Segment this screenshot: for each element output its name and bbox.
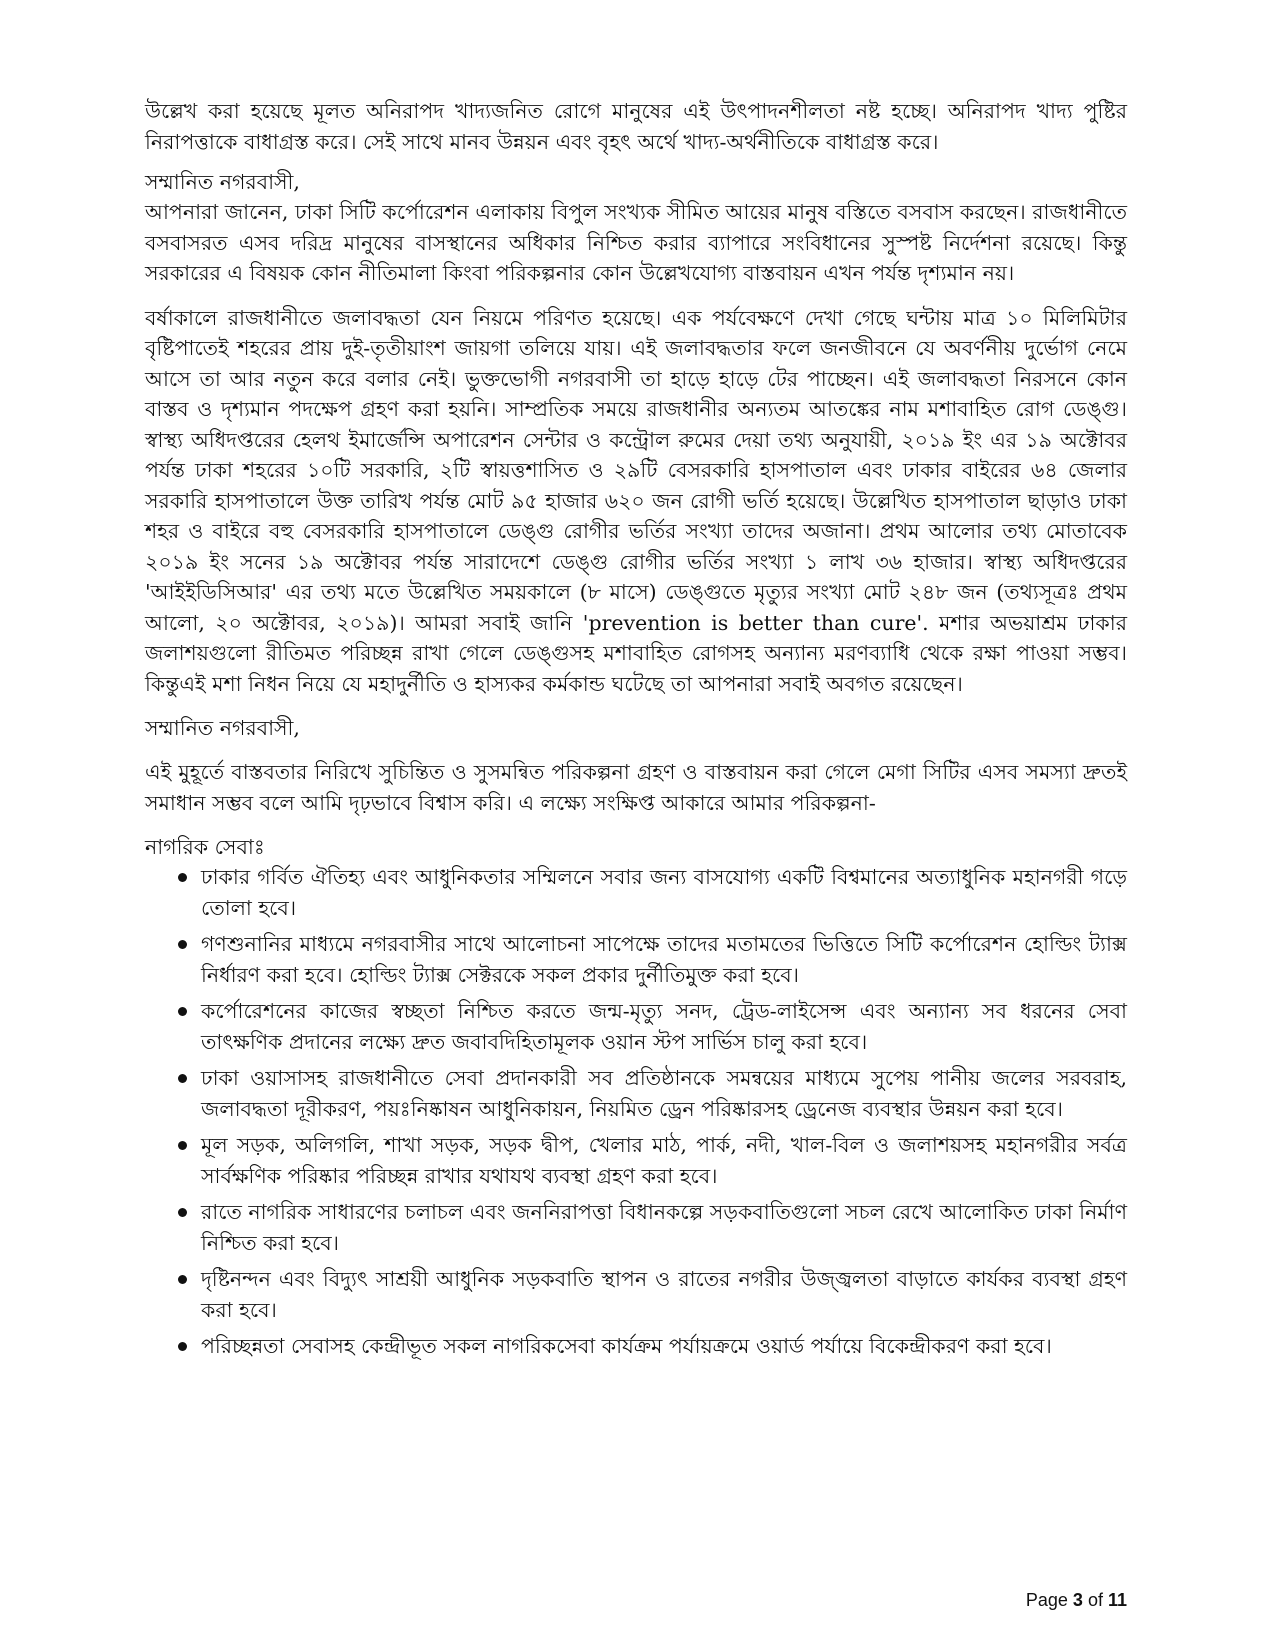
- waterlogging-paragraph: বর্ষাকালে রাজধানীতে জলাবদ্ধতা যেন নিয়মে পরিণত হয়েছে। এক পর্যবেক্ষণে দেখা গেছে ঘন্টায় মাত্র ১০ মিলিমিটার বৃষ্টিপাতেই শহরের প্রায় দুই-তৃতীয়াংশ জায়গা তলিয়ে যায়। এই জলাবদ্ধতার ফলে জনজীবনে যে অবর্ণনীয় দুর্ভোগ নেমে আসে তা আর নতুন করে বলার নেই। ভুক্তভোগী নগরবাসী তা হাড়ে হাড়ে টের পাচ্ছেন। এই জলাবদ্ধতা নিরসনে কোন বাস্তব ও দৃশ্যমান পদক্ষেপ গ্রহণ করা হয়নি। সাম্প্রতিক সময়ে রাজধানীর অন্যতম আতঙ্কের নাম মশাবাহিত রোগ ডেঙ্গু। স্বাস্থ্য অধিদপ্তরের হেলথ ইমার্জেন্সি অপারেশন সেন্টার ও কন্ট্রোল রুমের দেয়া তথ্য অনুযায়ী, ২০১৯ ইং এর ১৯ অক্টোবর পর্যন্ত ঢাকা শহরের ১০টি সরকারি, ২টি স্বায়ত্তশাসিত ও ২৯টি বেসরকারি হাসপাতাল এবং ঢাকার বাইরের ৬৪ জেলার সরকারি হাসপাতালে উক্ত তারিখ পর্যন্ত মোট ৯৫ হাজার ৬২০ জন রোগী ভর্তি হয়েছে। উল্লেখিত হাসপাতাল ছাড়াও ঢাকা শহর ও বাইরে বহু বেসরকারি হাসপাতালে ডেঙ্গু রোগীর ভর্তির সংখ্যা তাদের অজানা। প্রথম আলোর তথ্য মোতাবেক ২০১৯ ইং সনের ১৯ অক্টোবর পর্যন্ত সারাদেশে ডেঙ্গু রোগীর ভর্তির সংখ্যা ১ লাখ ৩৬ হাজার। স্বাস্থ্য অধিদপ্তরের 'আইইডিসিআর' এর তথ্য মতে উল্লেখিত সময়কালে (৮ মাসে) ডেঙ্গুতে মৃত্যুর সংখ্যা মোট ২৪৮ জন (তথ্যসূত্রঃ প্রথম আলো, ২০ অক্টোবর, ২০১৯)। আমরা সবাই জানি 'prevention is better than cure'. মশার অভয়াশ্রম ঢাকার জলাশয়গুলো রীতিমত পরিচ্ছন্ন রাখা গেলে ডেঙ্গুসহ মশাবাহিত রোগসহ অন্যান্য মরণব্যাধি থেকে রক্ষা পাওয়া সম্ভব। কিন্তুএই মশা নিধন নিয়ে যে মহাদুর্নীতি ও হাস্যকর কর্মকান্ড ঘটেছে তা আপনারা সবাই অবগত রয়েছেন।: [145, 305, 1127, 696]
- current-page-number: 3: [1072, 1590, 1083, 1610]
- page-number-footer: [1026, 1590, 1127, 1611]
- section-title-civic-services: নাগরিক সেবাঃ: [145, 835, 265, 859]
- bullet-icon: [178, 940, 187, 949]
- list-item: পরিচ্ছন্নতা সেবাসহ কেন্দ্রীভূত সকল নাগরিকসেবা কার্যক্রম পর্যায়ক্রমে ওয়ার্ড পর্যায়ে বিকেন্দ্রীকরণ করা হবে।: [145, 1331, 1127, 1362]
- document-body: [145, 96, 1127, 1368]
- list-item: ঢাকা ওয়াসাসহ রাজধানীতে সেবা প্রদানকারী সব প্রতিষ্ঠানকে সমন্বয়ের মাধ্যমে সুপেয় পানীয় জলের সরবরাহ, জলাবদ্ধতা দূরীকরণ, পয়ঃনিষ্কাষন আধুনিকায়ন, নিয়মিত ড্রেন পরিষ্কারসহ ড্রেনেজ ব্যবস্থার উন্নয়ন করা হবে।: [145, 1063, 1127, 1124]
- bullet-icon: [178, 1007, 187, 1016]
- list-item: কর্পোরেশনের কাজের স্বচ্ছতা নিশ্চিত করতে জন্ম-মৃত্যু সনদ, ট্রেড-লাইসেন্স এবং অন্যান্য সব ধরনের সেবা তাৎক্ষণিক প্রদানের লক্ষ্যে দ্রুত জবাবদিহিতামূলক ওয়ান স্টপ সার্ভিস চালু করা হবে।: [145, 996, 1127, 1057]
- total-page-count: 11: [1107, 1590, 1127, 1610]
- bullet-icon: [178, 1275, 187, 1284]
- list-item: রাতে নাগরিক সাধারণের চলাচল এবং জননিরাপত্তা বিধানকল্পে সড়কবাতিগুলো সচল রেখে আলোকিত ঢাকা নির্মাণ নিশ্চিত করা হবে।: [145, 1197, 1127, 1258]
- greeting-heading-1: সম্মানিত নগরবাসী,: [145, 170, 300, 194]
- list-item: ঢাকার গর্বিত ঐতিহ্য এবং আধুনিকতার সম্মিলনে সবার জন্য বাসযোগ্য একটি বিশ্বমানের অত্যাধুনিক মহানগরী গড়ে তোলা হবে।: [145, 862, 1127, 923]
- bullet-icon: [178, 873, 187, 882]
- bullet-icon: [178, 1074, 187, 1083]
- page-word: Page: [1025, 1590, 1068, 1610]
- of-word: of: [1087, 1590, 1103, 1610]
- bullet-icon: [178, 1141, 187, 1150]
- greeting-heading-2: সম্মানিত নগরবাসী,: [145, 716, 300, 740]
- plan-paragraph: এই মুহূর্তে বাস্তবতার নিরিখে সুচিন্তিত ও সুসমন্বিত পরিকল্পনা গ্রহণ ও বাস্তবায়ন করা গেলে মেগা সিটির এসব সমস্যা দ্রুতই সমাধান সম্ভব বলে আমি দৃঢ়ভাবে বিশ্বাস করি। এ লক্ষ্যে সংক্ষিপ্ত আকারে আমার পরিকল্পনা-: [145, 760, 1127, 815]
- bullet-icon: [178, 1208, 187, 1217]
- bullet-icon: [178, 1342, 187, 1351]
- list-item: মূল সড়ক, অলিগলি, শাখা সড়ক, সড়ক দ্বীপ, খেলার মাঠ, পার্ক, নদী, খাল-বিল ও জলাশয়সহ মহানগরীর সর্বত্র সার্বক্ষণিক পরিষ্কার পরিচ্ছন্ন রাখার যথাযথ ব্যবস্থা গ্রহণ করা হবে।: [145, 1130, 1127, 1191]
- housing-paragraph: আপনারা জানেন, ঢাকা সিটি কর্পোরেশন এলাকায় বিপুল সংখ্যক সীমিত আয়ের মানুষ বস্তিতে বসবাস করছেন। রাজধানীতে বসবাসরত এসব দরিদ্র মানুষের বাসস্থানের অধিকার নিশ্চিত করার ব্যাপারে সংবিধানের সুস্পষ্ট নির্দেশনা রয়েছে। কিন্তু সরকারের এ বিষয়ক কোন নীতিমালা কিংবা পরিকল্পনার কোন উল্লেখযোগ্য বাস্তবায়ন এখন পর্যন্ত দৃশ্যমান নয়।: [145, 200, 1127, 285]
- list-item: দৃষ্টিনন্দন এবং বিদ্যুৎ সাশ্রয়ী আধুনিক সড়কবাতি স্থাপন ও রাতের নগরীর উজ্জ্বলতা বাড়াতে কার্যকর ব্যবস্থা গ্রহণ করা হবে।: [145, 1264, 1127, 1325]
- intro-paragraph: উল্লেখ করা হয়েছে মূলত অনিরাপদ খাদ্যজনিত রোগে মানুষের এই উৎপাদনশীলতা নষ্ট হচ্ছে। অনিরাপদ খাদ্য পুষ্টির নিরাপত্তাকে বাধাগ্রস্ত করে। সেই সাথে মানব উন্নয়ন এবং বৃহৎ অর্থে খাদ্য-অর্থনীতিকে বাধাগ্রস্ত করে।: [145, 99, 1127, 154]
- list-item: গণশুনানির মাধ্যমে নগরবাসীর সাথে আলোচনা সাপেক্ষে তাদের মতামতের ভিত্তিতে সিটি কর্পোরেশন হোল্ডিং ট্যাক্স নির্ধারণ করা হবে। হোল্ডিং ট্যাক্স সেক্টরকে সকল প্রকার দুর্নীতিমুক্ত করা হবে।: [145, 929, 1127, 990]
- civic-services-list: [145, 862, 1127, 1362]
